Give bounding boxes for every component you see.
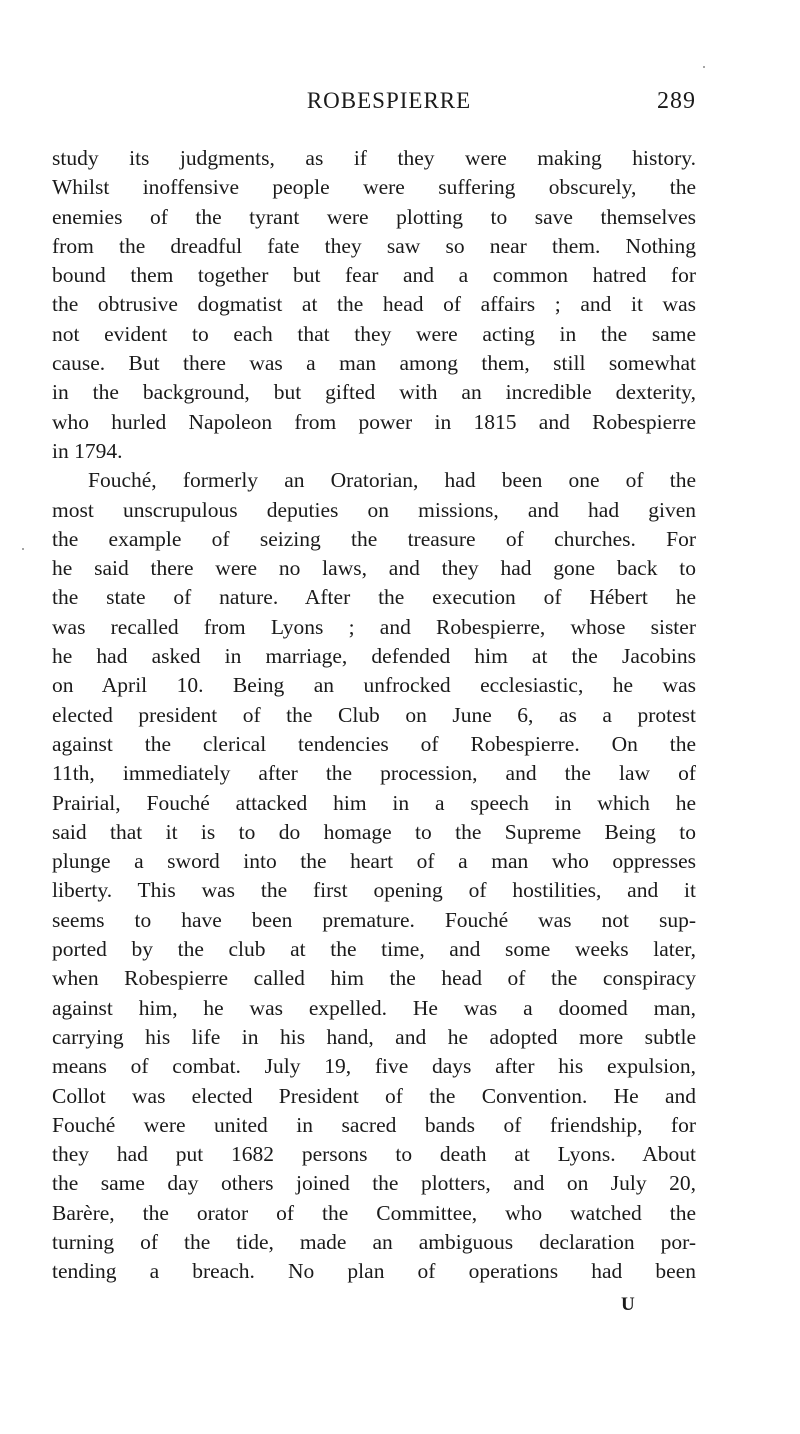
text-line: Fouché, formerly an Oratorian, had been one of the [88, 468, 696, 493]
paper-speck [22, 548, 24, 550]
text-line: enemies of the tyrant were plotting to save themselves [52, 204, 696, 229]
text-line: 11th, immediately after the procession, and the law of [52, 761, 696, 786]
text-line: the example of seizing the treasure of churches. For [52, 526, 696, 551]
text-line: most unscrupulous deputies on missions, and had given [52, 497, 696, 522]
text-line: carrying his life in his hand, and he adopted more subtle [52, 1024, 696, 1049]
text-line: who hurled Napoleon from power in 1815 and Robespierre [52, 409, 696, 434]
text-line: Prairial, Fouché attacked him in a speech in which he [52, 790, 696, 815]
text-line: was recalled from Lyons ; and Robespierre, whose sister [52, 614, 696, 639]
page-header [52, 88, 696, 124]
text-line: from the dreadful fate they saw so near them. Nothing [52, 233, 696, 258]
text-line: elected president of the Club on June 6, as a protest [52, 702, 696, 727]
text-line: said that it is to do homage to the Supreme Being to [52, 819, 696, 844]
text-line: the same day others joined the plotters, and on July 20, [52, 1171, 696, 1196]
text-line: study its judgments, as if they were making history. [52, 146, 696, 170]
text-line: the obtrusive dogmatist at the head of affairs ; and it was [52, 292, 696, 317]
text-line: in 1794. [52, 438, 123, 463]
text-line: not evident to each that they were acting in the same [52, 321, 696, 346]
text-line: turning of the tide, made an ambiguous declaration por- [52, 1229, 696, 1254]
text-line: on April 10. Being an unfrocked ecclesiastic, he was [52, 673, 696, 698]
text-line: Fouché were united in sacred bands of friendship, for [52, 1112, 696, 1137]
text-line: the state of nature. After the execution of Hébert he [52, 585, 696, 610]
running-head: ROBESPIERRE [306, 88, 472, 113]
signature-mark: U [621, 1294, 635, 1315]
text-line: they had put 1682 persons to death at Lyons. About [52, 1142, 696, 1167]
text-line: tending a breach. No plan of operations had been [52, 1259, 696, 1284]
text-line: Whilst inoffensive people were suffering obscurely, the [52, 175, 696, 200]
text-line: he had asked in marriage, defended him at the Jacobins [52, 644, 696, 669]
text-line: ported by the club at the time, and some weeks later, [52, 937, 696, 962]
text-line: in the background, but gifted with an incredible dexterity, [52, 380, 696, 405]
body-text [52, 144, 696, 1287]
text-line: Collot was elected President of the Convention. He and [52, 1083, 696, 1108]
text-line: plunge a sword into the heart of a man who oppresses [52, 849, 696, 874]
text-line: means of combat. July 19, five days after his expulsion, [52, 1054, 696, 1079]
text-line: liberty. This was the first opening of hostilities, and it [52, 878, 696, 903]
page-number: 289 [657, 88, 696, 114]
paper-speck [703, 66, 705, 68]
book-page [52, 88, 696, 1287]
text-line: Barère, the orator of the Committee, who watched the [52, 1200, 696, 1225]
text-line: when Robespierre called him the head of the conspiracy [52, 966, 696, 991]
text-line: against him, he was expelled. He was a doomed man, [52, 995, 696, 1020]
text-line: bound them together but fear and a common hatred for [52, 263, 696, 288]
text-line: seems to have been premature. Fouché was not sup- [52, 907, 696, 932]
text-line: against the clerical tendencies of Robespierre. On the [52, 731, 696, 756]
text-line: cause. But there was a man among them, still somewhat [52, 351, 696, 376]
text-line: he said there were no laws, and they had gone back to [52, 556, 696, 581]
